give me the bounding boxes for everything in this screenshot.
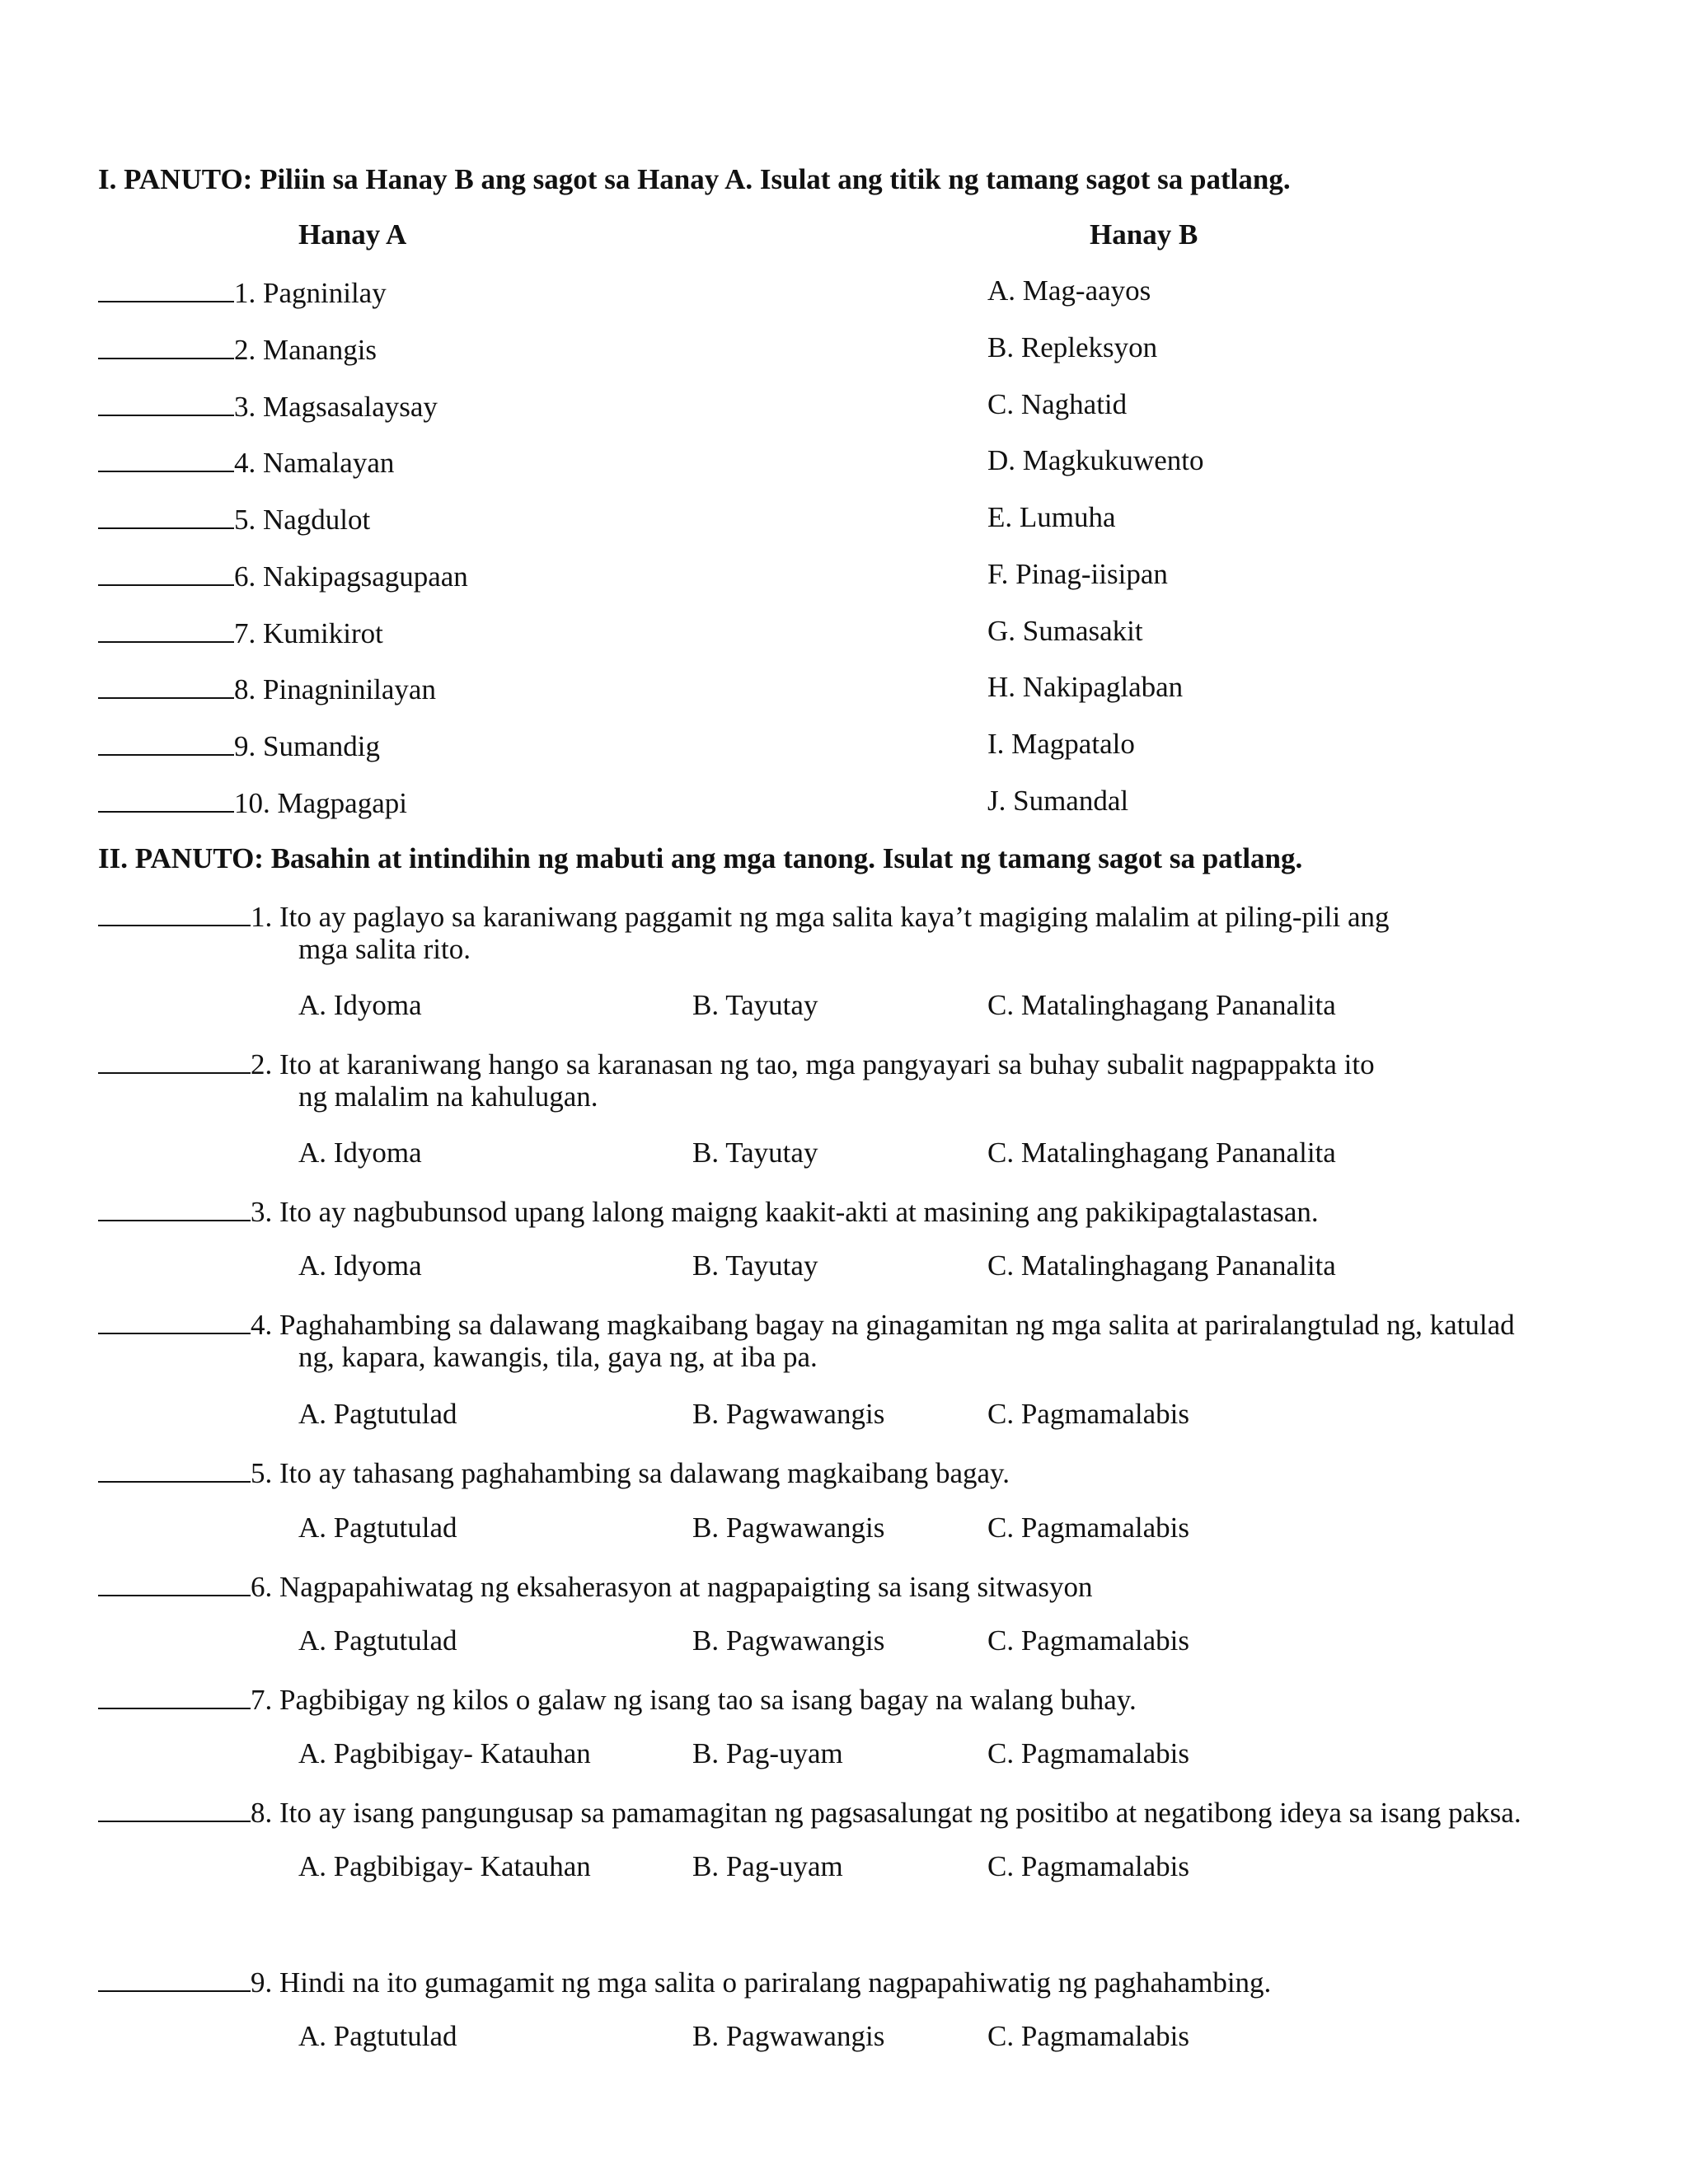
answer-blank[interactable]: [98, 673, 234, 699]
question-2-continuation: ng malalim na kahulugan.: [298, 1080, 598, 1113]
matching-item-a: [98, 673, 436, 704]
answer-blank[interactable]: [98, 616, 234, 643]
option-c: C. Matalinghagang Pananalita: [987, 1137, 1336, 1169]
answer-blank[interactable]: [98, 1570, 251, 1596]
question-text: 3. Ito ay nagbubunsod upang lalong maigng kaakit-akti at masining ang pakikipagtalastasan.: [251, 1196, 1319, 1228]
question-text: 6. Nagpapahiwatag ng eksaherasyon at nagpapaigting sa isang sitwasyon: [251, 1571, 1093, 1603]
matching-item-b: F. Pinag-iisipan: [987, 558, 1168, 590]
matching-item-b: E. Lumuha: [987, 501, 1116, 533]
option-a: A. Pagbibigay- Katauhan: [298, 1737, 591, 1769]
question-text: 8. Ito ay isang pangungusap sa pamamagitan ng pagsasalungat ng positibo at negatibong ideya sa isang paksa.: [251, 1797, 1522, 1829]
matching-item-a: [98, 786, 407, 818]
matching-item-b: A. Mag-aayos: [987, 274, 1151, 307]
matching-item-b: H. Nakipaglaban: [987, 671, 1184, 703]
question-7: [98, 1683, 1137, 1714]
item-a-text: 7. Kumikirot: [234, 617, 383, 649]
item-a-text: 6. Nakipagsagupaan: [234, 560, 468, 593]
question-4: [98, 1308, 1515, 1339]
matching-item-b: I. Magpatalo: [987, 728, 1135, 760]
option-b: B. Pagwawangis: [692, 1398, 885, 1430]
part1-heading: I. PANUTO: Piliin sa Hanay B ang sagot sa Hanay A. Isulat ang titik ng tamang sagot sa patlang.: [98, 163, 1291, 195]
matching-item-a: [98, 446, 394, 477]
question-1: [98, 900, 1390, 931]
matching-item-a: [98, 333, 377, 364]
matching-item-a: [98, 503, 370, 534]
question-text: 9. Hindi na ito gumagamit ng mga salita o pariralang nagpapahiwatig ng paghahambing.: [251, 1966, 1272, 1999]
option-b: B. Pagwawangis: [692, 1511, 885, 1544]
item-a-text: 5. Nagdulot: [234, 504, 371, 536]
question-1-continuation: mga salita rito.: [298, 933, 471, 965]
option-b: B. Pagwawangis: [692, 1624, 885, 1657]
option-b: B. Tayutay: [692, 1137, 818, 1169]
item-a-text: 10. Magpagapi: [234, 787, 407, 819]
matching-item-a: [98, 616, 383, 648]
matching-item-a: [98, 390, 438, 421]
option-b: B. Pagwawangis: [692, 2020, 885, 2052]
answer-blank[interactable]: [98, 503, 234, 529]
matching-item-a: [98, 729, 380, 761]
option-a: A. Idyoma: [298, 989, 422, 1021]
matching-item-b: C. Naghatid: [987, 388, 1128, 420]
answer-blank[interactable]: [98, 900, 251, 926]
answer-blank[interactable]: [98, 390, 234, 416]
matching-item-b: D. Magkukuwento: [987, 444, 1204, 476]
item-a-text: 4. Namalayan: [234, 447, 395, 479]
answer-blank[interactable]: [98, 1047, 251, 1074]
answer-blank[interactable]: [98, 1308, 251, 1334]
option-c: C. Matalinghagang Pananalita: [987, 1249, 1336, 1282]
item-a-text: 1. Pagninilay: [234, 277, 387, 309]
question-text: 7. Pagbibigay ng kilos o galaw ng isang tao sa isang bagay na walang buhay.: [251, 1684, 1137, 1716]
question-5: [98, 1456, 1010, 1488]
question-text: 4. Paghahambing sa dalawang magkaibang bagay na ginagamitan ng mga salita at pariralangtulad ng, katulad: [251, 1309, 1515, 1341]
option-a: A. Pagtutulad: [298, 1624, 457, 1657]
matching-item-b: B. Repleksyon: [987, 331, 1158, 363]
option-a: A. Pagbibigay- Katauhan: [298, 1850, 591, 1882]
part2-heading: II. PANUTO: Basahin at intindihin ng mabuti ang mga tanong. Isulat ng tamang sagot sa patlang.: [98, 842, 1303, 874]
option-a: A. Idyoma: [298, 1249, 422, 1282]
option-c: C. Matalinghagang Pananalita: [987, 989, 1336, 1021]
question-text: 1. Ito ay paglayo sa karaniwang paggamit ng mga salita kaya’t magiging malalim at piling-pili ang: [251, 901, 1390, 933]
answer-blank[interactable]: [98, 446, 234, 472]
option-a: A. Idyoma: [298, 1137, 422, 1169]
question-4-continuation: ng, kapara, kawangis, tila, gaya ng, at iba pa.: [298, 1341, 818, 1373]
answer-blank[interactable]: [98, 1796, 251, 1822]
question-9: [98, 1966, 1271, 1997]
answer-blank[interactable]: [98, 1683, 251, 1709]
option-c: C. Pagmamalabis: [987, 1850, 1189, 1882]
question-8: [98, 1796, 1522, 1827]
question-2: [98, 1047, 1375, 1079]
answer-blank[interactable]: [98, 1456, 251, 1483]
question-3: [98, 1195, 1319, 1226]
option-a: A. Pagtutulad: [298, 1398, 457, 1430]
option-b: B. Pag-uyam: [692, 1737, 843, 1769]
answer-blank[interactable]: [98, 786, 234, 813]
option-c: C. Pagmamalabis: [987, 1737, 1189, 1769]
matching-item-a: [98, 560, 468, 591]
option-a: A. Pagtutulad: [298, 1511, 457, 1544]
option-c: C. Pagmamalabis: [987, 1511, 1189, 1544]
hanay-a-title: Hanay A: [298, 218, 407, 251]
answer-blank[interactable]: [98, 729, 234, 756]
answer-blank[interactable]: [98, 1195, 251, 1221]
question-6: [98, 1570, 1093, 1601]
matching-item-b: G. Sumasakit: [987, 615, 1143, 647]
matching-item-a: [98, 276, 387, 307]
option-b: B. Tayutay: [692, 1249, 818, 1282]
question-text: 5. Ito ay tahasang paghahambing sa dalawang magkaibang bagay.: [251, 1457, 1010, 1489]
item-a-text: 3. Magsasalaysay: [234, 391, 438, 423]
item-a-text: 8. Pinagninilayan: [234, 673, 436, 705]
hanay-b-title: Hanay B: [1090, 218, 1198, 251]
answer-blank[interactable]: [98, 276, 234, 302]
answer-blank[interactable]: [98, 333, 234, 359]
item-a-text: 2. Manangis: [234, 334, 377, 366]
option-c: C. Pagmamalabis: [987, 1398, 1189, 1430]
option-c: C. Pagmamalabis: [987, 2020, 1189, 2052]
answer-blank[interactable]: [98, 560, 234, 586]
option-a: A. Pagtutulad: [298, 2020, 457, 2052]
option-c: C. Pagmamalabis: [987, 1624, 1189, 1657]
option-b: B. Tayutay: [692, 989, 818, 1021]
option-b: B. Pag-uyam: [692, 1850, 843, 1882]
question-text: 2. Ito at karaniwang hango sa karanasan ng tao, mga pangyayari sa buhay subalit nagpappakta ito: [251, 1048, 1375, 1080]
answer-blank[interactable]: [98, 1966, 251, 1992]
matching-item-b: J. Sumandal: [987, 785, 1129, 817]
item-a-text: 9. Sumandig: [234, 730, 380, 762]
